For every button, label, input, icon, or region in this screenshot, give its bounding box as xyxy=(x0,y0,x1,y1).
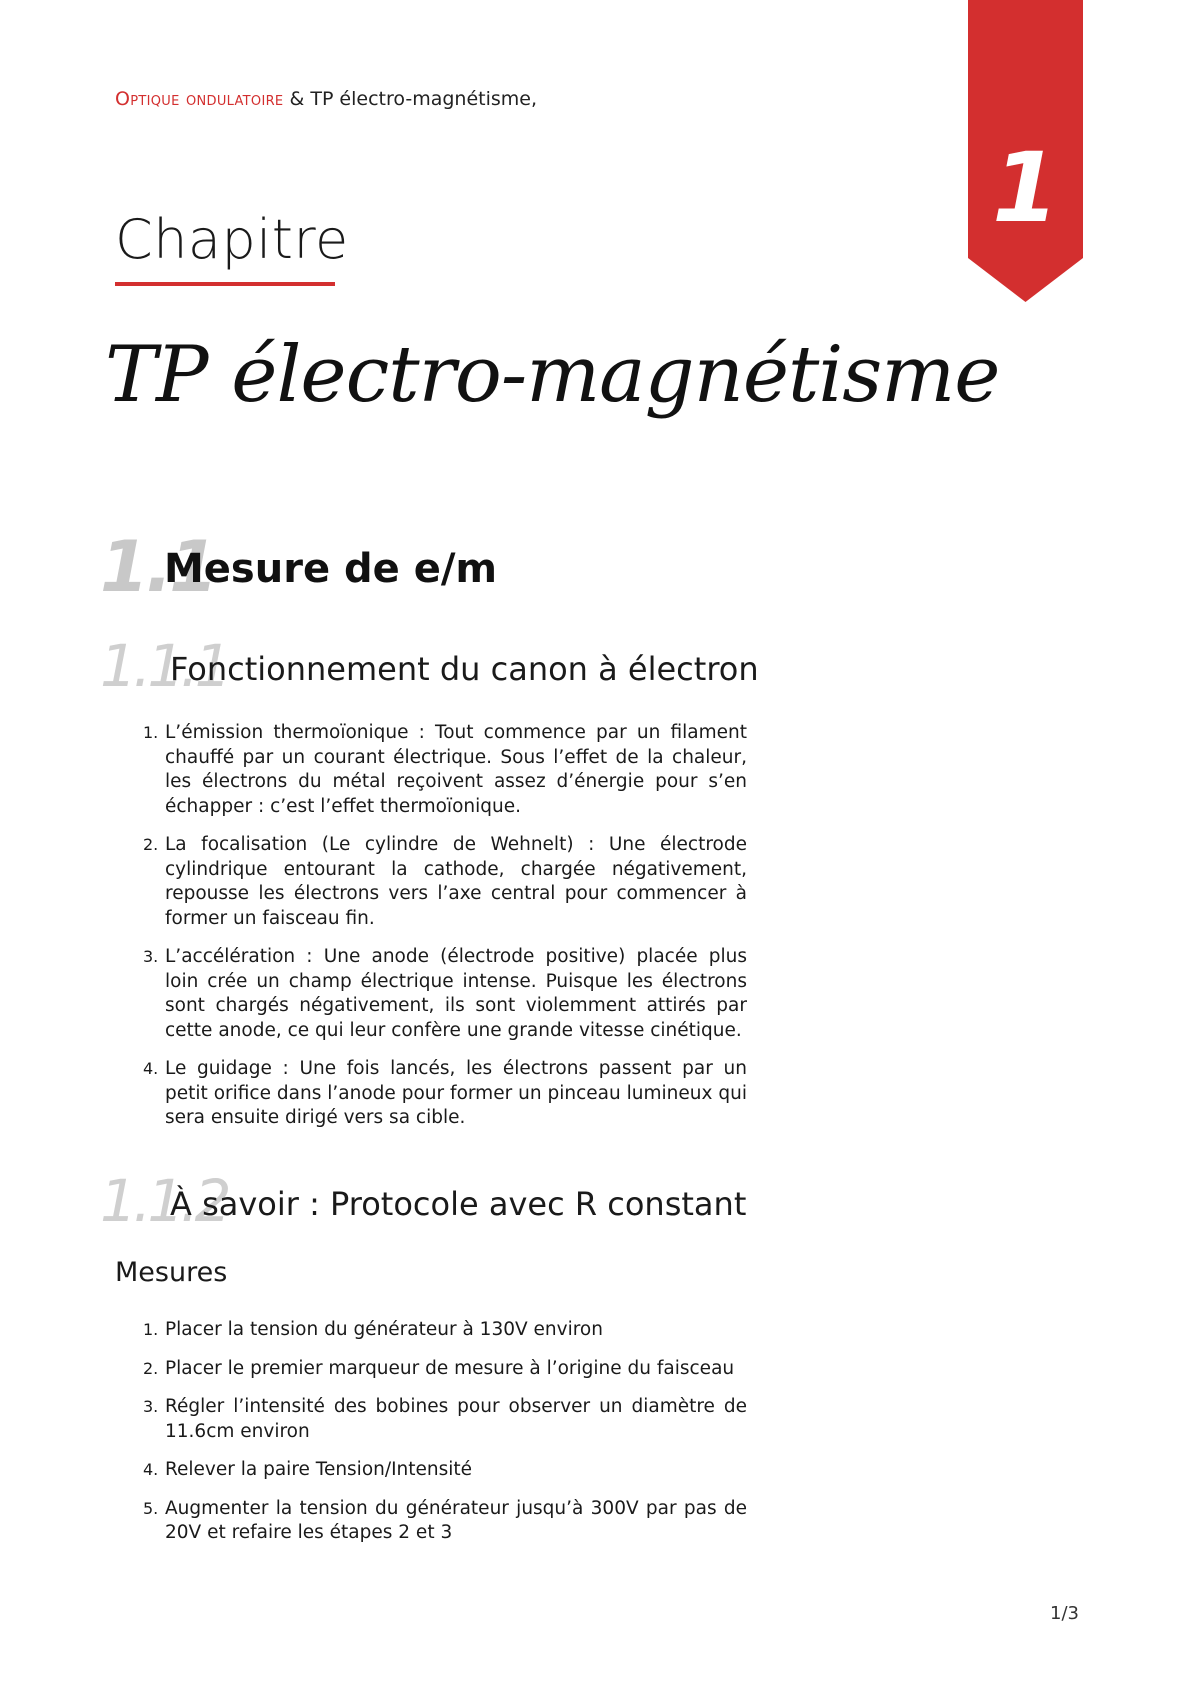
list-item-text: Régler l’intensité des bobines pour observer un diamètre de 11.6cm environ xyxy=(165,1396,747,1442)
list-item xyxy=(115,1497,747,1546)
canon-steps-list xyxy=(115,721,747,1131)
list-item xyxy=(115,721,747,819)
list-item-text: Placer la tension du générateur à 130V environ xyxy=(165,1319,603,1340)
list-item-number: 4. xyxy=(143,1059,159,1078)
protocol-steps-list xyxy=(115,1318,747,1546)
list-item-number: 2. xyxy=(143,835,159,854)
list-item xyxy=(115,945,747,1043)
list-item-text: L’émission thermoïonique : Tout commence par un filament chauffé par un courant électrique. Sous l’effet de la chaleur, les électrons du métal reçoivent assez d’énergie pour s’en échapper : c’est l’effet thermoïonique. xyxy=(165,722,747,817)
list-item-number: 3. xyxy=(143,947,159,966)
chapter-ribbon xyxy=(968,0,1083,302)
list-item xyxy=(115,833,747,931)
section-title: Mesure de e/m xyxy=(164,546,498,592)
list-item xyxy=(115,1357,747,1382)
list-item-number: 2. xyxy=(143,1358,159,1378)
page-number: 1/3 xyxy=(1050,1603,1079,1624)
chapter-number: 1 xyxy=(992,132,1059,244)
list-item xyxy=(115,1318,747,1343)
list-item-text: Augmenter la tension du générateur jusqu’à 300V par pas de 20V et refaire les étapes 2 et 3 xyxy=(165,1497,747,1543)
paragraph-heading: Mesures xyxy=(115,1257,228,1288)
subsection-number: 1.1.2 xyxy=(100,1167,228,1235)
section-number: 1.1 xyxy=(100,526,216,608)
list-item-text: Placer le premier marqueur de mesure à l’origine du faisceau xyxy=(165,1357,735,1379)
list-item xyxy=(115,1458,747,1483)
list-item xyxy=(115,1057,747,1131)
subsection-title: Fonctionnement du canon à électron xyxy=(170,650,759,688)
list-item-text: Le guidage : Une fois lancés, les électrons passent par un petit orifice dans l’anode pour former un pinceau lumineux qui sera ensuite dirigé vers sa cible. xyxy=(165,1058,747,1128)
chapter-title: TP électro-magnétisme xyxy=(105,330,1000,420)
header-part-name: Optique ondulatoire xyxy=(115,88,284,110)
list-item-number: 3. xyxy=(143,1397,159,1416)
list-item-number: 1. xyxy=(143,1320,159,1339)
list-item-text: La focalisation (Le cylindre de Wehnelt) : Une électrode cylindrique entourant la cathode, chargée négativement, repousse les électrons vers l’axe central pour commencer à former un faisceau fin. xyxy=(165,834,747,929)
list-item-text: Relever la paire Tension/Intensité xyxy=(165,1459,473,1480)
chapter-label: Chapitre xyxy=(115,208,349,271)
running-header xyxy=(115,88,537,110)
list-item-number: 4. xyxy=(143,1460,159,1479)
subsection-title: À savoir : Protocole avec R constant xyxy=(170,1185,747,1223)
list-item-text: L’accélération : Une anode (électrode positive) placée plus loin crée un champ électrique intense. Puisque les électrons sont chargés négativement, ils sont violemment attirés par cette anode, ce qui leur confère une grande vitesse cinétique. xyxy=(165,946,747,1041)
header-chapter-name: & TP électro-magnétisme, xyxy=(283,88,538,110)
subsection-number: 1.1.1 xyxy=(100,632,228,700)
list-item-number: 1. xyxy=(143,723,159,742)
list-item xyxy=(115,1395,747,1444)
list-item-number: 5. xyxy=(143,1498,159,1518)
chapter-label-underline xyxy=(115,282,335,286)
